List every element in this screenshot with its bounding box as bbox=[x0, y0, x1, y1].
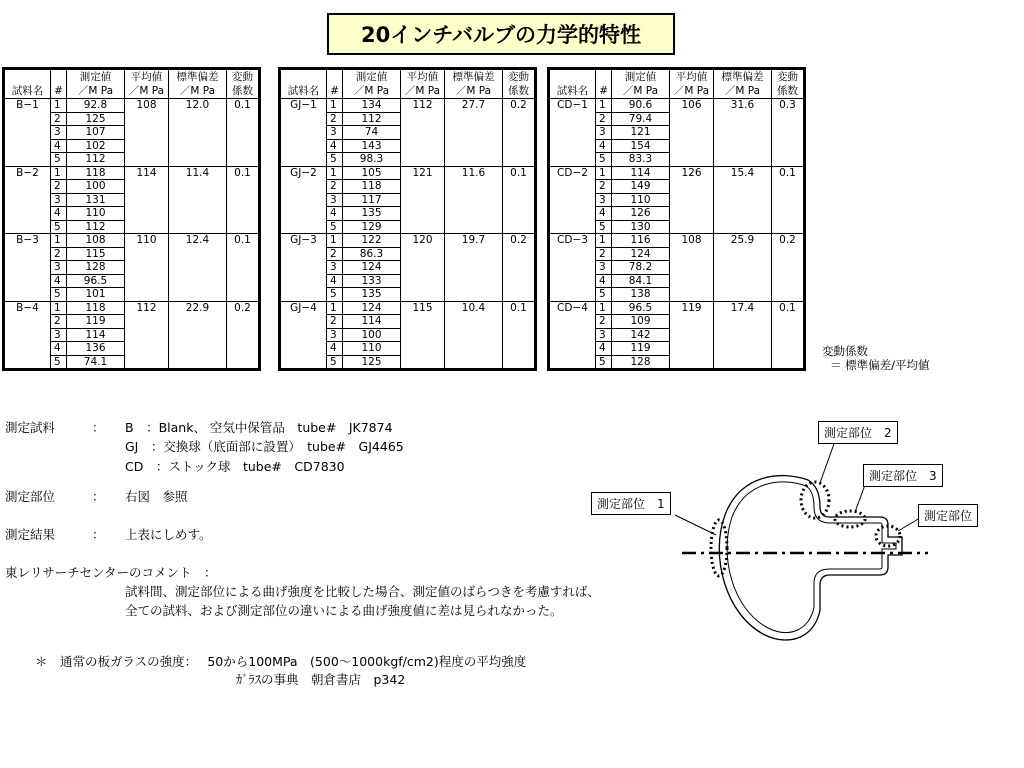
header-sample-name: 試料名 bbox=[5, 84, 51, 99]
row-number-cell: 3 bbox=[51, 193, 67, 207]
measured-value-cell: 112 bbox=[67, 220, 125, 234]
average-cell: 114 bbox=[125, 166, 169, 234]
header-std-dev-unit: ／M Pa bbox=[169, 84, 227, 99]
row-number-cell: 2 bbox=[51, 180, 67, 194]
row-number-cell: 4 bbox=[327, 207, 343, 221]
sample-name-cell: GJ−1 bbox=[281, 99, 327, 167]
row-number-cell: 5 bbox=[596, 220, 612, 234]
std-dev-cell: 11.4 bbox=[169, 166, 227, 234]
measured-value-cell: 114 bbox=[67, 328, 125, 342]
measured-value-cell: 119 bbox=[67, 315, 125, 329]
measured-value-cell: 96.5 bbox=[67, 274, 125, 288]
comment-line2: 全ての試料、および測定部位の違いによる曲げ強度値に差は見られなかった。 bbox=[125, 603, 563, 618]
page-title: 20インチバルブの力学的特性 bbox=[327, 13, 675, 55]
average-cell: 106 bbox=[670, 99, 714, 167]
measured-value-cell: 128 bbox=[67, 261, 125, 275]
sample-name-cell: B−3 bbox=[5, 234, 51, 302]
cv-cell: 0.2 bbox=[227, 301, 259, 369]
leader-lines bbox=[675, 441, 920, 535]
table-row bbox=[5, 234, 259, 248]
sample-label: 測定試料 bbox=[5, 420, 56, 435]
result-value: 上表にしめす。 bbox=[125, 527, 212, 542]
table-row bbox=[550, 99, 804, 113]
comment-line1: 試料間、測定部位による曲げ強度を比較した場合、測定値のばらつきを考慮すれば、 bbox=[125, 584, 600, 599]
header-average-unit: ／M Pa bbox=[670, 84, 714, 99]
measured-value-cell: 114 bbox=[612, 166, 670, 180]
header-measured: 測定値 bbox=[343, 70, 401, 85]
cv-cell: 0.1 bbox=[772, 166, 804, 234]
row-number-cell: 1 bbox=[596, 99, 612, 113]
measure-point-1-label: 測定部位 1 bbox=[591, 492, 671, 515]
row-number-cell: 1 bbox=[327, 234, 343, 248]
row-number-cell: 5 bbox=[51, 153, 67, 167]
measured-value-cell: 129 bbox=[343, 220, 401, 234]
row-number-cell: 2 bbox=[596, 112, 612, 126]
position-colon: ： bbox=[92, 489, 105, 504]
table-b bbox=[2, 67, 261, 371]
header-average: 平均値 bbox=[125, 70, 169, 85]
data-table bbox=[280, 69, 535, 369]
header-cv: 変動 bbox=[227, 70, 259, 85]
row-number-cell: 3 bbox=[327, 193, 343, 207]
std-dev-cell: 27.7 bbox=[445, 99, 503, 167]
cv-cell: 0.1 bbox=[227, 166, 259, 234]
row-number-cell: 1 bbox=[596, 166, 612, 180]
header-std-dev-unit: ／M Pa bbox=[714, 84, 772, 99]
sample-name-cell: GJ−3 bbox=[281, 234, 327, 302]
header-average: 平均値 bbox=[401, 70, 445, 85]
header-std-dev: 標準偏差 bbox=[169, 70, 227, 85]
table-cd bbox=[547, 67, 806, 371]
measured-value-cell: 107 bbox=[67, 126, 125, 140]
row-number-cell: 2 bbox=[327, 247, 343, 261]
row-number-cell: 5 bbox=[596, 355, 612, 369]
row-number-cell: 4 bbox=[51, 342, 67, 356]
row-number-cell: 3 bbox=[51, 328, 67, 342]
header-cv-unit: 係数 bbox=[227, 84, 259, 99]
average-cell: 121 bbox=[401, 166, 445, 234]
glass-strength-line: ＊ 通常の板ガラスの強度： 50から100MPa (500〜1000kgf/cm2)程度の平均強度 bbox=[35, 654, 527, 669]
cv-cell: 0.1 bbox=[227, 234, 259, 302]
measured-value-cell: 131 bbox=[67, 193, 125, 207]
measure-point-4-label: 測定部位 bbox=[918, 504, 978, 527]
row-number-cell: 2 bbox=[327, 315, 343, 329]
std-dev-cell: 19.7 bbox=[445, 234, 503, 302]
cv-cell: 0.1 bbox=[227, 99, 259, 167]
measured-value-cell: 134 bbox=[343, 99, 401, 113]
row-number-cell: 5 bbox=[327, 288, 343, 302]
valve-diagram bbox=[670, 415, 960, 655]
measured-value-cell: 112 bbox=[67, 153, 125, 167]
measured-value-cell: 118 bbox=[67, 166, 125, 180]
row-number-cell: 4 bbox=[327, 274, 343, 288]
row-number-cell: 4 bbox=[51, 274, 67, 288]
average-cell: 112 bbox=[125, 301, 169, 369]
row-number-cell: 5 bbox=[51, 220, 67, 234]
row-number-cell: 4 bbox=[596, 274, 612, 288]
table-row bbox=[550, 301, 804, 315]
measure-point-3-label: 測定部位 3 bbox=[863, 464, 943, 487]
measured-value-cell: 138 bbox=[612, 288, 670, 302]
measured-value-cell: 125 bbox=[67, 112, 125, 126]
header-cell-empty bbox=[327, 70, 343, 85]
position-label: 測定部位 bbox=[5, 489, 56, 504]
sample-name-cell: GJ−2 bbox=[281, 166, 327, 234]
measured-value-cell: 90.6 bbox=[612, 99, 670, 113]
measured-value-cell: 121 bbox=[612, 126, 670, 140]
measured-value-cell: 126 bbox=[612, 207, 670, 221]
measured-value-cell: 109 bbox=[612, 315, 670, 329]
measured-value-cell: 105 bbox=[343, 166, 401, 180]
result-label: 測定結果 bbox=[5, 527, 56, 542]
average-cell: 126 bbox=[670, 166, 714, 234]
header-cv-unit: 係数 bbox=[772, 84, 804, 99]
header-cv-unit: 係数 bbox=[503, 84, 535, 99]
row-number-cell: 1 bbox=[596, 301, 612, 315]
cv-cell: 0.2 bbox=[503, 234, 535, 302]
average-cell: 108 bbox=[670, 234, 714, 302]
row-number-cell: 1 bbox=[596, 234, 612, 248]
std-dev-cell: 12.4 bbox=[169, 234, 227, 302]
measure-point-2-label: 測定部位 2 bbox=[818, 421, 898, 444]
measured-value-cell: 124 bbox=[612, 247, 670, 261]
measured-value-cell: 84.1 bbox=[612, 274, 670, 288]
measured-value-cell: 118 bbox=[343, 180, 401, 194]
row-number-cell: 2 bbox=[51, 247, 67, 261]
row-number-cell: 2 bbox=[596, 180, 612, 194]
cv-note-title: 変動係数 bbox=[822, 344, 868, 358]
measured-value-cell: 110 bbox=[343, 342, 401, 356]
measured-value-cell: 110 bbox=[612, 193, 670, 207]
average-cell: 115 bbox=[401, 301, 445, 369]
measured-value-cell: 119 bbox=[612, 342, 670, 356]
measured-value-cell: 133 bbox=[343, 274, 401, 288]
header-sample-name: 試料名 bbox=[281, 84, 327, 99]
row-number-cell: 3 bbox=[51, 261, 67, 275]
cv-cell: 0.1 bbox=[503, 166, 535, 234]
table-row bbox=[281, 166, 535, 180]
std-dev-cell: 12.0 bbox=[169, 99, 227, 167]
row-number-cell: 4 bbox=[51, 139, 67, 153]
average-cell: 119 bbox=[670, 301, 714, 369]
measured-value-cell: 78.2 bbox=[612, 261, 670, 275]
header-number: # bbox=[51, 84, 67, 99]
measured-value-cell: 114 bbox=[343, 315, 401, 329]
row-number-cell: 5 bbox=[327, 355, 343, 369]
measured-value-cell: 154 bbox=[612, 139, 670, 153]
row-number-cell: 5 bbox=[596, 288, 612, 302]
cv-note-formula: ＝ 標準偏差/平均値 bbox=[830, 358, 930, 372]
std-dev-cell: 15.4 bbox=[714, 166, 772, 234]
row-number-cell: 2 bbox=[596, 315, 612, 329]
measured-value-cell: 108 bbox=[67, 234, 125, 248]
row-number-cell: 1 bbox=[327, 99, 343, 113]
table-row bbox=[5, 301, 259, 315]
row-number-cell: 5 bbox=[327, 220, 343, 234]
row-number-cell: 3 bbox=[327, 261, 343, 275]
measured-value-cell: 124 bbox=[343, 301, 401, 315]
std-dev-cell: 11.6 bbox=[445, 166, 503, 234]
row-number-cell: 3 bbox=[596, 193, 612, 207]
row-number-cell: 5 bbox=[596, 153, 612, 167]
row-number-cell: 4 bbox=[596, 342, 612, 356]
measured-value-cell: 118 bbox=[67, 301, 125, 315]
row-number-cell: 4 bbox=[51, 207, 67, 221]
table-row bbox=[5, 99, 259, 113]
header-average: 平均値 bbox=[670, 70, 714, 85]
measured-value-cell: 135 bbox=[343, 288, 401, 302]
measured-value-cell: 124 bbox=[343, 261, 401, 275]
sample-name-cell: B−1 bbox=[5, 99, 51, 167]
header-average-unit: ／M Pa bbox=[125, 84, 169, 99]
glass-reference-line: ｶﾞﾗｽの事典 朝倉書店 p342 bbox=[236, 672, 406, 687]
table-row bbox=[550, 234, 804, 248]
valve-outline bbox=[719, 476, 902, 640]
row-number-cell: 1 bbox=[51, 99, 67, 113]
measured-value-cell: 83.3 bbox=[612, 153, 670, 167]
header-cell-empty bbox=[281, 70, 327, 85]
std-dev-cell: 25.9 bbox=[714, 234, 772, 302]
header-average-unit: ／M Pa bbox=[401, 84, 445, 99]
measured-value-cell: 128 bbox=[612, 355, 670, 369]
header-measured-unit: ／M Pa bbox=[67, 84, 125, 99]
row-number-cell: 4 bbox=[596, 139, 612, 153]
cv-cell: 0.1 bbox=[772, 301, 804, 369]
header-measured-unit: ／M Pa bbox=[343, 84, 401, 99]
header-std-dev-unit: ／M Pa bbox=[445, 84, 503, 99]
row-number-cell: 3 bbox=[51, 126, 67, 140]
sample-name-cell: B−4 bbox=[5, 301, 51, 369]
row-number-cell: 3 bbox=[596, 328, 612, 342]
row-number-cell: 1 bbox=[327, 301, 343, 315]
measured-value-cell: 130 bbox=[612, 220, 670, 234]
measured-value-cell: 110 bbox=[67, 207, 125, 221]
header-std-dev: 標準偏差 bbox=[445, 70, 503, 85]
cv-cell: 0.3 bbox=[772, 99, 804, 167]
row-number-cell: 5 bbox=[327, 153, 343, 167]
measured-value-cell: 135 bbox=[343, 207, 401, 221]
cv-cell: 0.2 bbox=[772, 234, 804, 302]
average-cell: 108 bbox=[125, 99, 169, 167]
sample-name-cell: GJ−4 bbox=[281, 301, 327, 369]
sample-cd: CD ：ストック球 tube# CD7830 bbox=[125, 459, 345, 474]
measured-value-cell: 122 bbox=[343, 234, 401, 248]
std-dev-cell: 22.9 bbox=[169, 301, 227, 369]
measured-value-cell: 112 bbox=[343, 112, 401, 126]
measured-value-cell: 100 bbox=[343, 328, 401, 342]
row-number-cell: 2 bbox=[51, 112, 67, 126]
sample-colon: ： bbox=[92, 420, 105, 435]
header-sample-name: 試料名 bbox=[550, 84, 596, 99]
row-number-cell: 3 bbox=[596, 261, 612, 275]
average-cell: 110 bbox=[125, 234, 169, 302]
measured-value-cell: 92.8 bbox=[67, 99, 125, 113]
header-cell-empty bbox=[51, 70, 67, 85]
comment-label: 東レリサーチセンターのコメント ： bbox=[5, 565, 217, 580]
measured-value-cell: 74.1 bbox=[67, 355, 125, 369]
row-number-cell: 5 bbox=[51, 355, 67, 369]
row-number-cell: 1 bbox=[51, 166, 67, 180]
sample-name-cell: CD−3 bbox=[550, 234, 596, 302]
table-row bbox=[5, 166, 259, 180]
table-row bbox=[550, 166, 804, 180]
table-row bbox=[281, 99, 535, 113]
row-number-cell: 1 bbox=[51, 234, 67, 248]
measured-value-cell: 86.3 bbox=[343, 247, 401, 261]
result-colon: ： bbox=[92, 527, 105, 542]
row-number-cell: 3 bbox=[327, 126, 343, 140]
measured-value-cell: 101 bbox=[67, 288, 125, 302]
row-number-cell: 3 bbox=[596, 126, 612, 140]
header-cell-empty bbox=[596, 70, 612, 85]
row-number-cell: 4 bbox=[596, 207, 612, 221]
header-cv: 変動 bbox=[772, 70, 804, 85]
std-dev-cell: 31.6 bbox=[714, 99, 772, 167]
measured-value-cell: 115 bbox=[67, 247, 125, 261]
header-number: # bbox=[327, 84, 343, 99]
header-number: # bbox=[596, 84, 612, 99]
sample-b: B ：Blank、 空気中保管品 tube# JK7874 bbox=[125, 420, 393, 435]
measured-value-cell: 74 bbox=[343, 126, 401, 140]
cv-cell: 0.1 bbox=[503, 301, 535, 369]
table-gj bbox=[278, 67, 537, 371]
measured-value-cell: 102 bbox=[67, 139, 125, 153]
measured-value-cell: 125 bbox=[343, 355, 401, 369]
table-row bbox=[281, 234, 535, 248]
header-measured: 測定値 bbox=[67, 70, 125, 85]
cv-cell: 0.2 bbox=[503, 99, 535, 167]
measured-value-cell: 79.4 bbox=[612, 112, 670, 126]
measured-value-cell: 98.3 bbox=[343, 153, 401, 167]
std-dev-cell: 17.4 bbox=[714, 301, 772, 369]
header-cell-empty bbox=[5, 70, 51, 85]
sample-name-cell: CD−4 bbox=[550, 301, 596, 369]
position-value: 右図 参照 bbox=[125, 489, 188, 504]
row-number-cell: 1 bbox=[327, 166, 343, 180]
sample-name-cell: CD−1 bbox=[550, 99, 596, 167]
measured-value-cell: 100 bbox=[67, 180, 125, 194]
sample-name-cell: CD−2 bbox=[550, 166, 596, 234]
average-cell: 120 bbox=[401, 234, 445, 302]
measured-value-cell: 96.5 bbox=[612, 301, 670, 315]
measure-point-3-marker bbox=[835, 511, 865, 527]
header-cv: 変動 bbox=[503, 70, 535, 85]
row-number-cell: 4 bbox=[327, 342, 343, 356]
row-number-cell: 4 bbox=[327, 139, 343, 153]
measured-value-cell: 142 bbox=[612, 328, 670, 342]
measured-value-cell: 117 bbox=[343, 193, 401, 207]
std-dev-cell: 10.4 bbox=[445, 301, 503, 369]
measured-value-cell: 116 bbox=[612, 234, 670, 248]
row-number-cell: 3 bbox=[327, 328, 343, 342]
data-table bbox=[4, 69, 259, 369]
row-number-cell: 1 bbox=[51, 301, 67, 315]
header-std-dev: 標準偏差 bbox=[714, 70, 772, 85]
data-table bbox=[549, 69, 804, 369]
row-number-cell: 2 bbox=[327, 180, 343, 194]
header-cell-empty bbox=[550, 70, 596, 85]
sample-name-cell: B−2 bbox=[5, 166, 51, 234]
row-number-cell: 2 bbox=[51, 315, 67, 329]
table-row bbox=[281, 301, 535, 315]
average-cell: 112 bbox=[401, 99, 445, 167]
row-number-cell: 2 bbox=[596, 247, 612, 261]
measured-value-cell: 143 bbox=[343, 139, 401, 153]
row-number-cell: 5 bbox=[51, 288, 67, 302]
measured-value-cell: 149 bbox=[612, 180, 670, 194]
measured-value-cell: 136 bbox=[67, 342, 125, 356]
row-number-cell: 2 bbox=[327, 112, 343, 126]
header-measured: 測定値 bbox=[612, 70, 670, 85]
header-measured-unit: ／M Pa bbox=[612, 84, 670, 99]
sample-gj: GJ ：交換球（底面部に設置） tube# GJ4465 bbox=[125, 439, 404, 454]
